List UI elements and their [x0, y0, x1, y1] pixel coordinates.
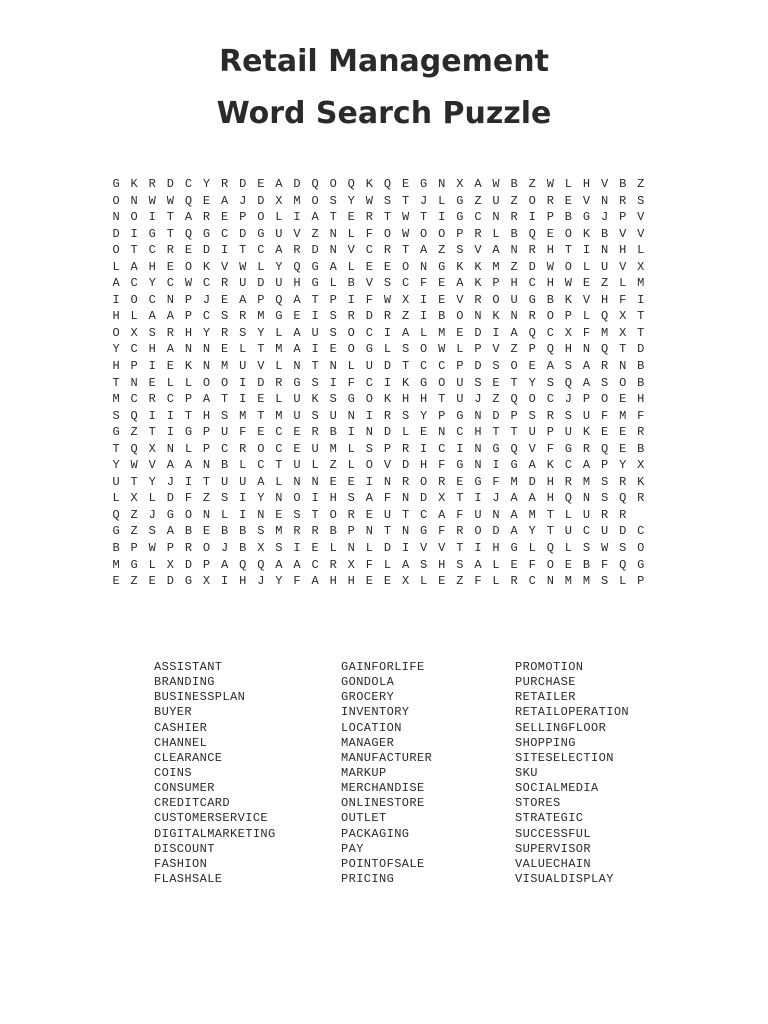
word-list-item: SOCIALMEDIA [515, 781, 599, 796]
word-list-column-2 [341, 660, 432, 887]
word-list-item: INVENTORY [341, 705, 410, 720]
word-list-item: SKU [515, 765, 538, 780]
word-list-item: VISUALDISPLAY [515, 871, 614, 886]
grid-row: U T Y J I T U U A L N N E E I N R O R E G F M D H R M S R K [112, 474, 645, 489]
word-list-item: GONDOLA [341, 675, 395, 690]
word-list-item: SHOPPING [515, 735, 576, 750]
page-title: Retail Management [219, 44, 549, 79]
word-list-item: GAINFORLIFE [341, 660, 425, 674]
word-list-item: FLASHSALE [154, 871, 223, 886]
word-list-item: ASSISTANT [154, 660, 223, 674]
grid-row: H L A A P C S R M G E I S R D R Z I B O N K N R O P L Q X T [112, 309, 645, 324]
word-list-item: BRANDING [154, 675, 215, 690]
word-list-item: PROMOTION [515, 660, 584, 674]
grid-row: T Q X N L P C R O C E U M L S P R I C I N G Q V F G R Q E B [112, 441, 645, 456]
word-list-item: PACKAGING [341, 826, 410, 841]
word-list-item: LOCATION [341, 720, 402, 735]
word-list-item: CONSUMER [154, 781, 215, 796]
grid-row: N O I T A R E P O L I A T E R T W T I G C N R I P B G J P V [112, 210, 645, 225]
word-list-item: SUPERVISOR [515, 841, 592, 856]
word-list-item: RETAILOPERATION [515, 705, 630, 720]
word-list-item: CASHIER [154, 720, 208, 735]
word-list-item: DISCOUNT [154, 841, 215, 856]
grid-row: O T C R E D I T C A R D N V C R T A Z S V A N R H T I N H L [112, 243, 645, 258]
page-subtitle: Word Search Puzzle [216, 96, 552, 131]
word-list-item: STRATEGIC [515, 811, 584, 826]
grid-row: M C R C P A T I E L U K S G O K H H T U J Z Q O C J P O E H [112, 392, 645, 407]
grid-row: H P I E K N M U V L N T N L U D T C C P D S O E A S A R N B [112, 359, 645, 374]
word-list-item: BUYER [154, 705, 193, 720]
grid-row: O X S R H Y R S Y L A U S O C I A L M E D I A Q C X F M X T [112, 325, 645, 340]
word-list-item: CHANNEL [154, 735, 208, 750]
word-list-item: CLEARANCE [154, 750, 223, 765]
word-list-item: PRICING [341, 871, 395, 886]
word-list-item: POINTOFSALE [341, 856, 425, 871]
word-list-item: FASHION [154, 856, 208, 871]
word-list-item: MARKUP [341, 765, 387, 780]
word-list-item: CUSTOMERSERVICE [154, 811, 269, 826]
grid-row: L X L D F Z S I Y N O I H S A F N D X T I J A A H Q N S Q R [112, 491, 645, 506]
grid-row: Y C H A N N E L T M A I E O G L S O W L P V Z P Q H N Q T D [112, 342, 645, 357]
grid-row: E Z E D G X I H J Y F A H H E E X L E Z F L R C N M M S L P [112, 574, 645, 589]
word-list-item: ONLINESTORE [341, 796, 425, 811]
grid-row: G Z T I G P U F E C E R B I N D L E N C H T T U P U K E E R [112, 425, 645, 440]
word-list-item: SITESELECTION [515, 750, 614, 765]
letter-grid [107, 176, 650, 590]
grid-row: I O C N P J E A P Q A T P I F W X I E V R O U G B K V H F I [112, 292, 645, 307]
word-list-item: RETAILER [515, 690, 576, 705]
grid-row: T N E L L O O I D R G S I F C I K G O U S E T Y S Q A S O B [112, 375, 645, 390]
grid-row: Y W V A A N B L C T U L Z L O V D H F G N I G A K C A P Y X [112, 458, 645, 473]
word-list-item: OUTLET [341, 811, 387, 826]
word-list-column-3 [515, 660, 629, 887]
grid-row: M G L X D P A Q Q A A C R X F L A S H S A L E F O E B F Q G [112, 557, 645, 572]
word-list-item: STORES [515, 796, 561, 811]
grid-row: Q Z J G O N L I N E S T O R E U T C A F U N A M T L U R R [112, 507, 627, 522]
word-list-column-1 [154, 660, 276, 887]
word-list-item: MERCHANDISE [341, 781, 425, 796]
word-list-item: SELLINGFLOOR [515, 720, 607, 735]
grid-row: G Z S A B E B B S M R R B P N T N G F R O D A Y T U C U D C [112, 524, 645, 539]
word-list-item: VALUECHAIN [515, 856, 592, 871]
word-list-item: CREDITCARD [154, 796, 231, 811]
grid-row: D I G T Q G C D G U V Z N L F O W O O P R L B Q E O K B V V [112, 226, 645, 241]
grid-row: O N W W Q E A J D X M O S Y W S T J L G Z U Z O R E V N R S [112, 193, 645, 208]
word-list-item: MANUFACTURER [341, 750, 433, 765]
grid-row: A C Y C W C R U D U H G L B V S C F E A K P H C H W E Z L M [112, 276, 645, 291]
word-list-item: DIGITALMARKETING [154, 826, 276, 841]
grid-row: S Q I I T H S M T M U S U N I R S Y P G N D P S R S U F M F [112, 408, 645, 423]
word-list-item: GROCERY [341, 690, 395, 705]
grid-row: B P W P R O J B X S I E L N L D I V V T I H G L Q L S W S O [112, 541, 645, 556]
word-list-item: COINS [154, 765, 193, 780]
word-list-item: PAY [341, 841, 364, 856]
word-list-item: PURCHASE [515, 675, 576, 690]
word-list-item: SUCCESSFUL [515, 826, 592, 841]
word-list-item: BUSINESSPLAN [154, 690, 246, 705]
grid-row: L A H E O K V W L Y Q G A L E E O N G K K M Z D W O L U V X [112, 259, 645, 274]
grid-row: G K R D C Y R D E A D Q O Q K Q E G N X A W B Z W L H V B Z [112, 177, 645, 191]
word-list-item: MANAGER [341, 735, 395, 750]
